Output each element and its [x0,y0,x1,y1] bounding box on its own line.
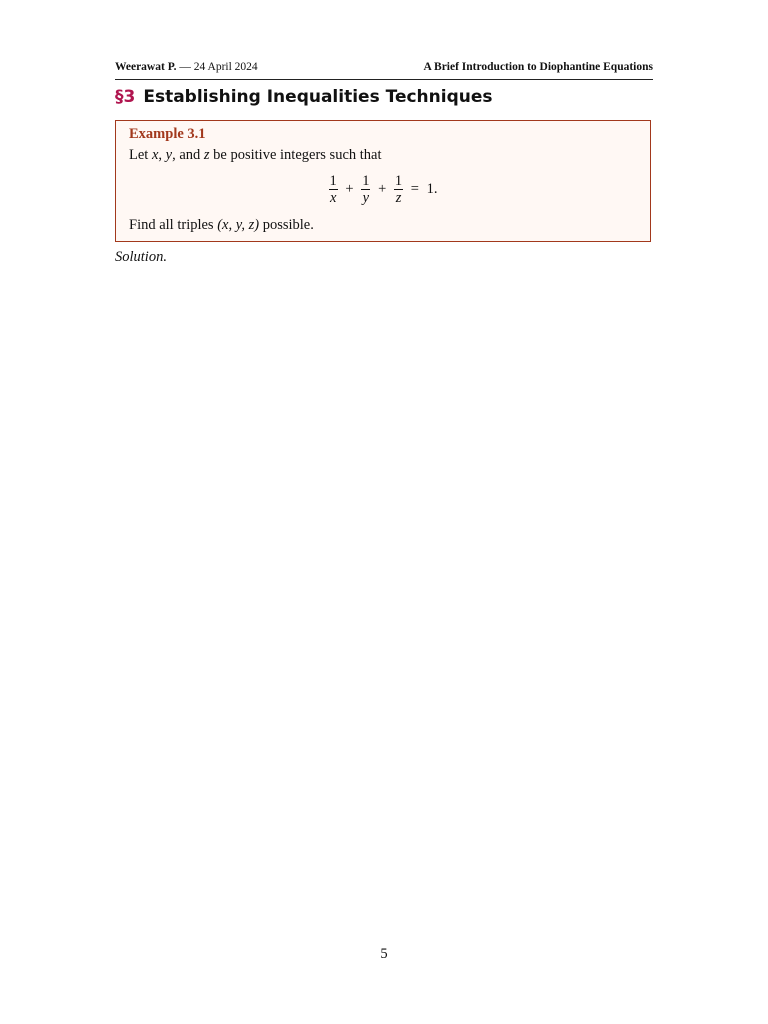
plus-sign: + [345,181,354,197]
intro-text-2: , [158,147,166,163]
example-title: Example 3.1 [129,126,206,142]
header-author: Weerawat P. [115,61,177,73]
header-date: 24 April 2024 [193,61,258,73]
intro-text-4: be positive integers such that [209,147,382,163]
fraction-denominator-y: y [362,190,370,206]
fraction-numerator: 1 [329,173,337,189]
fraction-1-over-y [361,173,370,206]
plus-sign: + [378,181,387,197]
header-left [115,61,258,73]
page-number: 5 [380,946,388,962]
var-y: y [165,147,173,163]
var-x: x [151,147,159,163]
fraction-numerator: 1 [362,173,370,189]
fraction-numerator: 1 [394,173,403,189]
triple-expression: (x, y, z) [217,217,260,233]
problem-question [129,216,314,234]
fraction-1-over-z [394,173,403,206]
intro-text-1: Let [129,147,152,163]
section-title-text: Establishing Inequalities Techniques [143,87,493,107]
section-heading [115,84,675,110]
solution-label: Solution. [115,249,167,265]
header-separator: — [176,61,194,73]
section-number: §3 [115,87,136,107]
fraction-denominator-x: x [329,190,337,206]
fraction-1-over-x [329,173,338,206]
var-z: z [203,147,210,163]
equation-rhs: 1. [426,181,438,197]
header-doc-title: A Brief Introduction to Diophantine Equations [423,61,653,73]
problem-statement [129,146,382,164]
running-header [115,61,653,80]
display-equation [116,173,650,206]
intro-text-3: , and [172,147,204,163]
question-text-2: possible. [259,217,314,233]
fraction-denominator-z: z [395,190,402,206]
example-box [115,120,651,242]
equals-sign: = [410,181,419,197]
question-text-1: Find all triples [129,217,218,233]
